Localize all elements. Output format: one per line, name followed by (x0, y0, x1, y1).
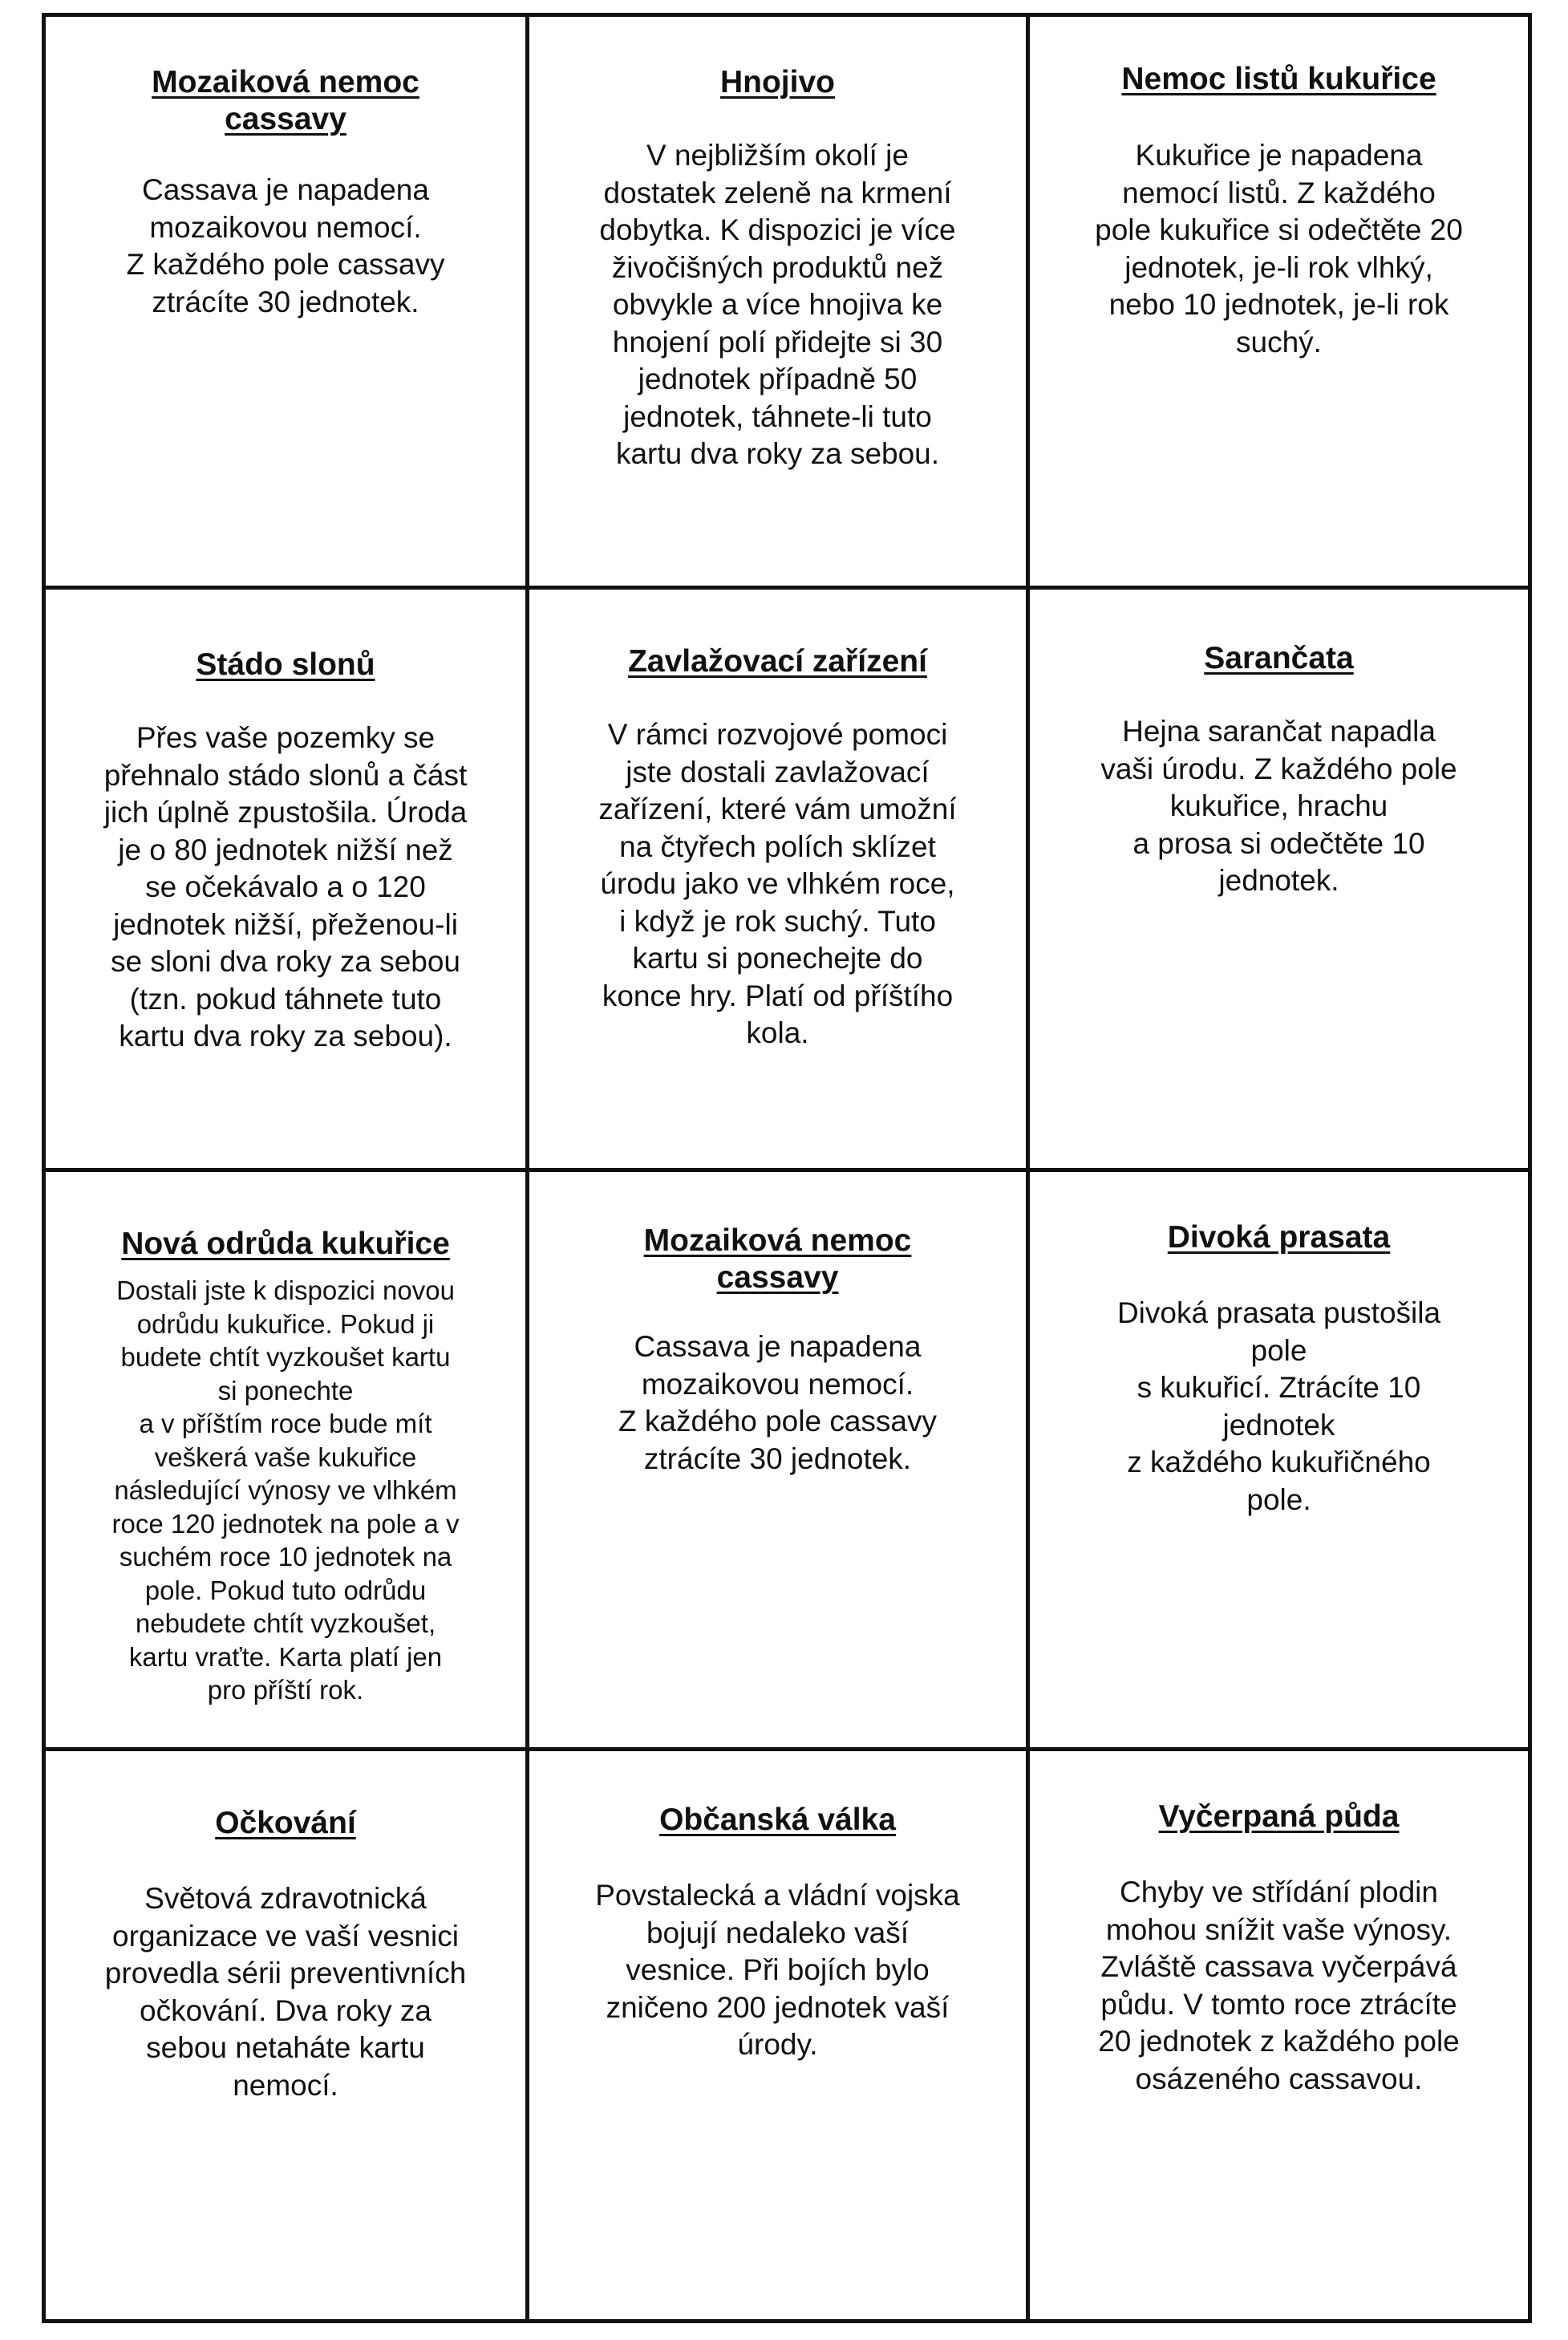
card-title: Mozaiková nemoc cassavy (152, 65, 419, 136)
card-text: Cassava je napadena mozaikovou nemocí. Z každého pole cassavy ztrácíte 30 jednotek. (618, 1330, 937, 1475)
card-text: Povstalecká a vládní vojska bojují nedaleko vaší vesnice. Při bojích bylo zničeno 200 jednotek vaší úrody. (595, 1879, 960, 2061)
grid-divider (42, 1168, 1532, 1172)
card-title: Nemoc listů kukuřice (1121, 62, 1436, 96)
card-corn-leaf-disease (1030, 61, 1528, 361)
card-civil-war (529, 1802, 1026, 2064)
card-text: Cassava je napadena mozaikovou nemocí. Z každého pole cassavy ztrácíte 30 jednotek. (126, 173, 445, 318)
card-vaccination (46, 1805, 525, 2104)
card-title: Občanská válka (659, 1803, 896, 1837)
card-text: V rámci rozvojové pomoci jste dostali zavlažovací zařízení, které vám umožní na čtyřech polích sklízet úrodu jako ve vlhkém roce, i když je rok suchý. Tuto kartu si ponechejte do konce hry. Platí od příštího kola. (598, 718, 957, 1049)
grid-divider (42, 1747, 1532, 1751)
card-title: Nová odrůda kukuřice (121, 1227, 450, 1261)
card-title: Stádo slonů (196, 647, 375, 682)
card-text: Přes vaše pozemky se přehnalo stádo slonů a část jich úplně zpustošila. Úroda je o 80 jednotek nižší než se očekávalo a o 120 jednotek nižší, přeženou-li se sloni dva roky za sebou (tzn. pokud táhnete tuto kartu dva roky za sebou). (103, 721, 468, 1052)
card-title: Zavlažovací zařízení (628, 644, 927, 679)
card-elephant-herd (46, 647, 525, 1056)
card-wild-boars (1030, 1219, 1528, 1519)
card-irrigation (529, 643, 1026, 1052)
card-cassava-mosaic (529, 1223, 1026, 1478)
card-text: Světová zdravotnická organizace ve vaší vesnici provedla sérii preventivních očkování. Dva roky za sebou netaháte kartu nemocí. (104, 1882, 467, 2102)
grid-divider (42, 586, 1532, 590)
card-title: Očkování (215, 1806, 356, 1840)
card-new-corn-variety (46, 1226, 525, 1707)
card-text: Divoká prasata pustošila pole s kukuřicí. Ztrácíte 10 jednotek z každého kukuřičného pole. (1116, 1296, 1441, 1516)
card-title: Sarančata (1204, 641, 1354, 675)
card-title: Hnojivo (720, 65, 835, 99)
card-title: Vyčerpaná půda (1158, 1799, 1400, 1834)
card-text: Hejna sarančat napadla vaši úrodu. Z každého pole kukuřice, hrachu a prosa si odečtěte 10 jednotek. (1100, 715, 1457, 897)
card-text: Kukuřice je napadena nemocí listů. Z každého pole kukuřice si odečtěte 20 jednotek, je-li rok vlhký, nebo 10 jednotek, je-li rok suchý. (1095, 139, 1463, 359)
card-fertilizer (529, 64, 1026, 473)
card-title: Mozaiková nemoc cassavy (643, 1223, 912, 1295)
card-text: V nejbližším okolí je dostatek zeleně na krmení dobytka. K dispozici je více živočišných produktů než obvykle a více hnojiva ke hnojení polí přidejte si 30 jednotek případně 50 jednotek, táhnete-li tuto kartu dva roky za sebou. (599, 139, 956, 470)
card-title: Divoká prasata (1167, 1220, 1391, 1255)
card-text: Chyby ve střídání plodin mohou snížit vaše výnosy. Zvláště cassava vyčerpává půdu. V tomto roce ztrácíte 20 jednotek z každého pole osázeného cassavou. (1098, 1876, 1460, 2095)
card-depleted-soil (1030, 1799, 1528, 2098)
card-locusts (1030, 640, 1528, 900)
card-text: Dostali jste k dispozici novou odrůdu kukuřice. Pokud ji budete chtít vyzkoušet kartu si ponechte a v příštím roce bude mít veškerá vaše kukuřice následující výnosy ve vlhkém roce 120 jednotek na pole a v suchém roce 10 jednotek na pole. Pokud tuto odrůdu nebudete chtít vyzkoušet, kartu vraťte. Karta platí jen pro příští rok. (111, 1275, 460, 1705)
card-cassava-mosaic (46, 64, 525, 321)
